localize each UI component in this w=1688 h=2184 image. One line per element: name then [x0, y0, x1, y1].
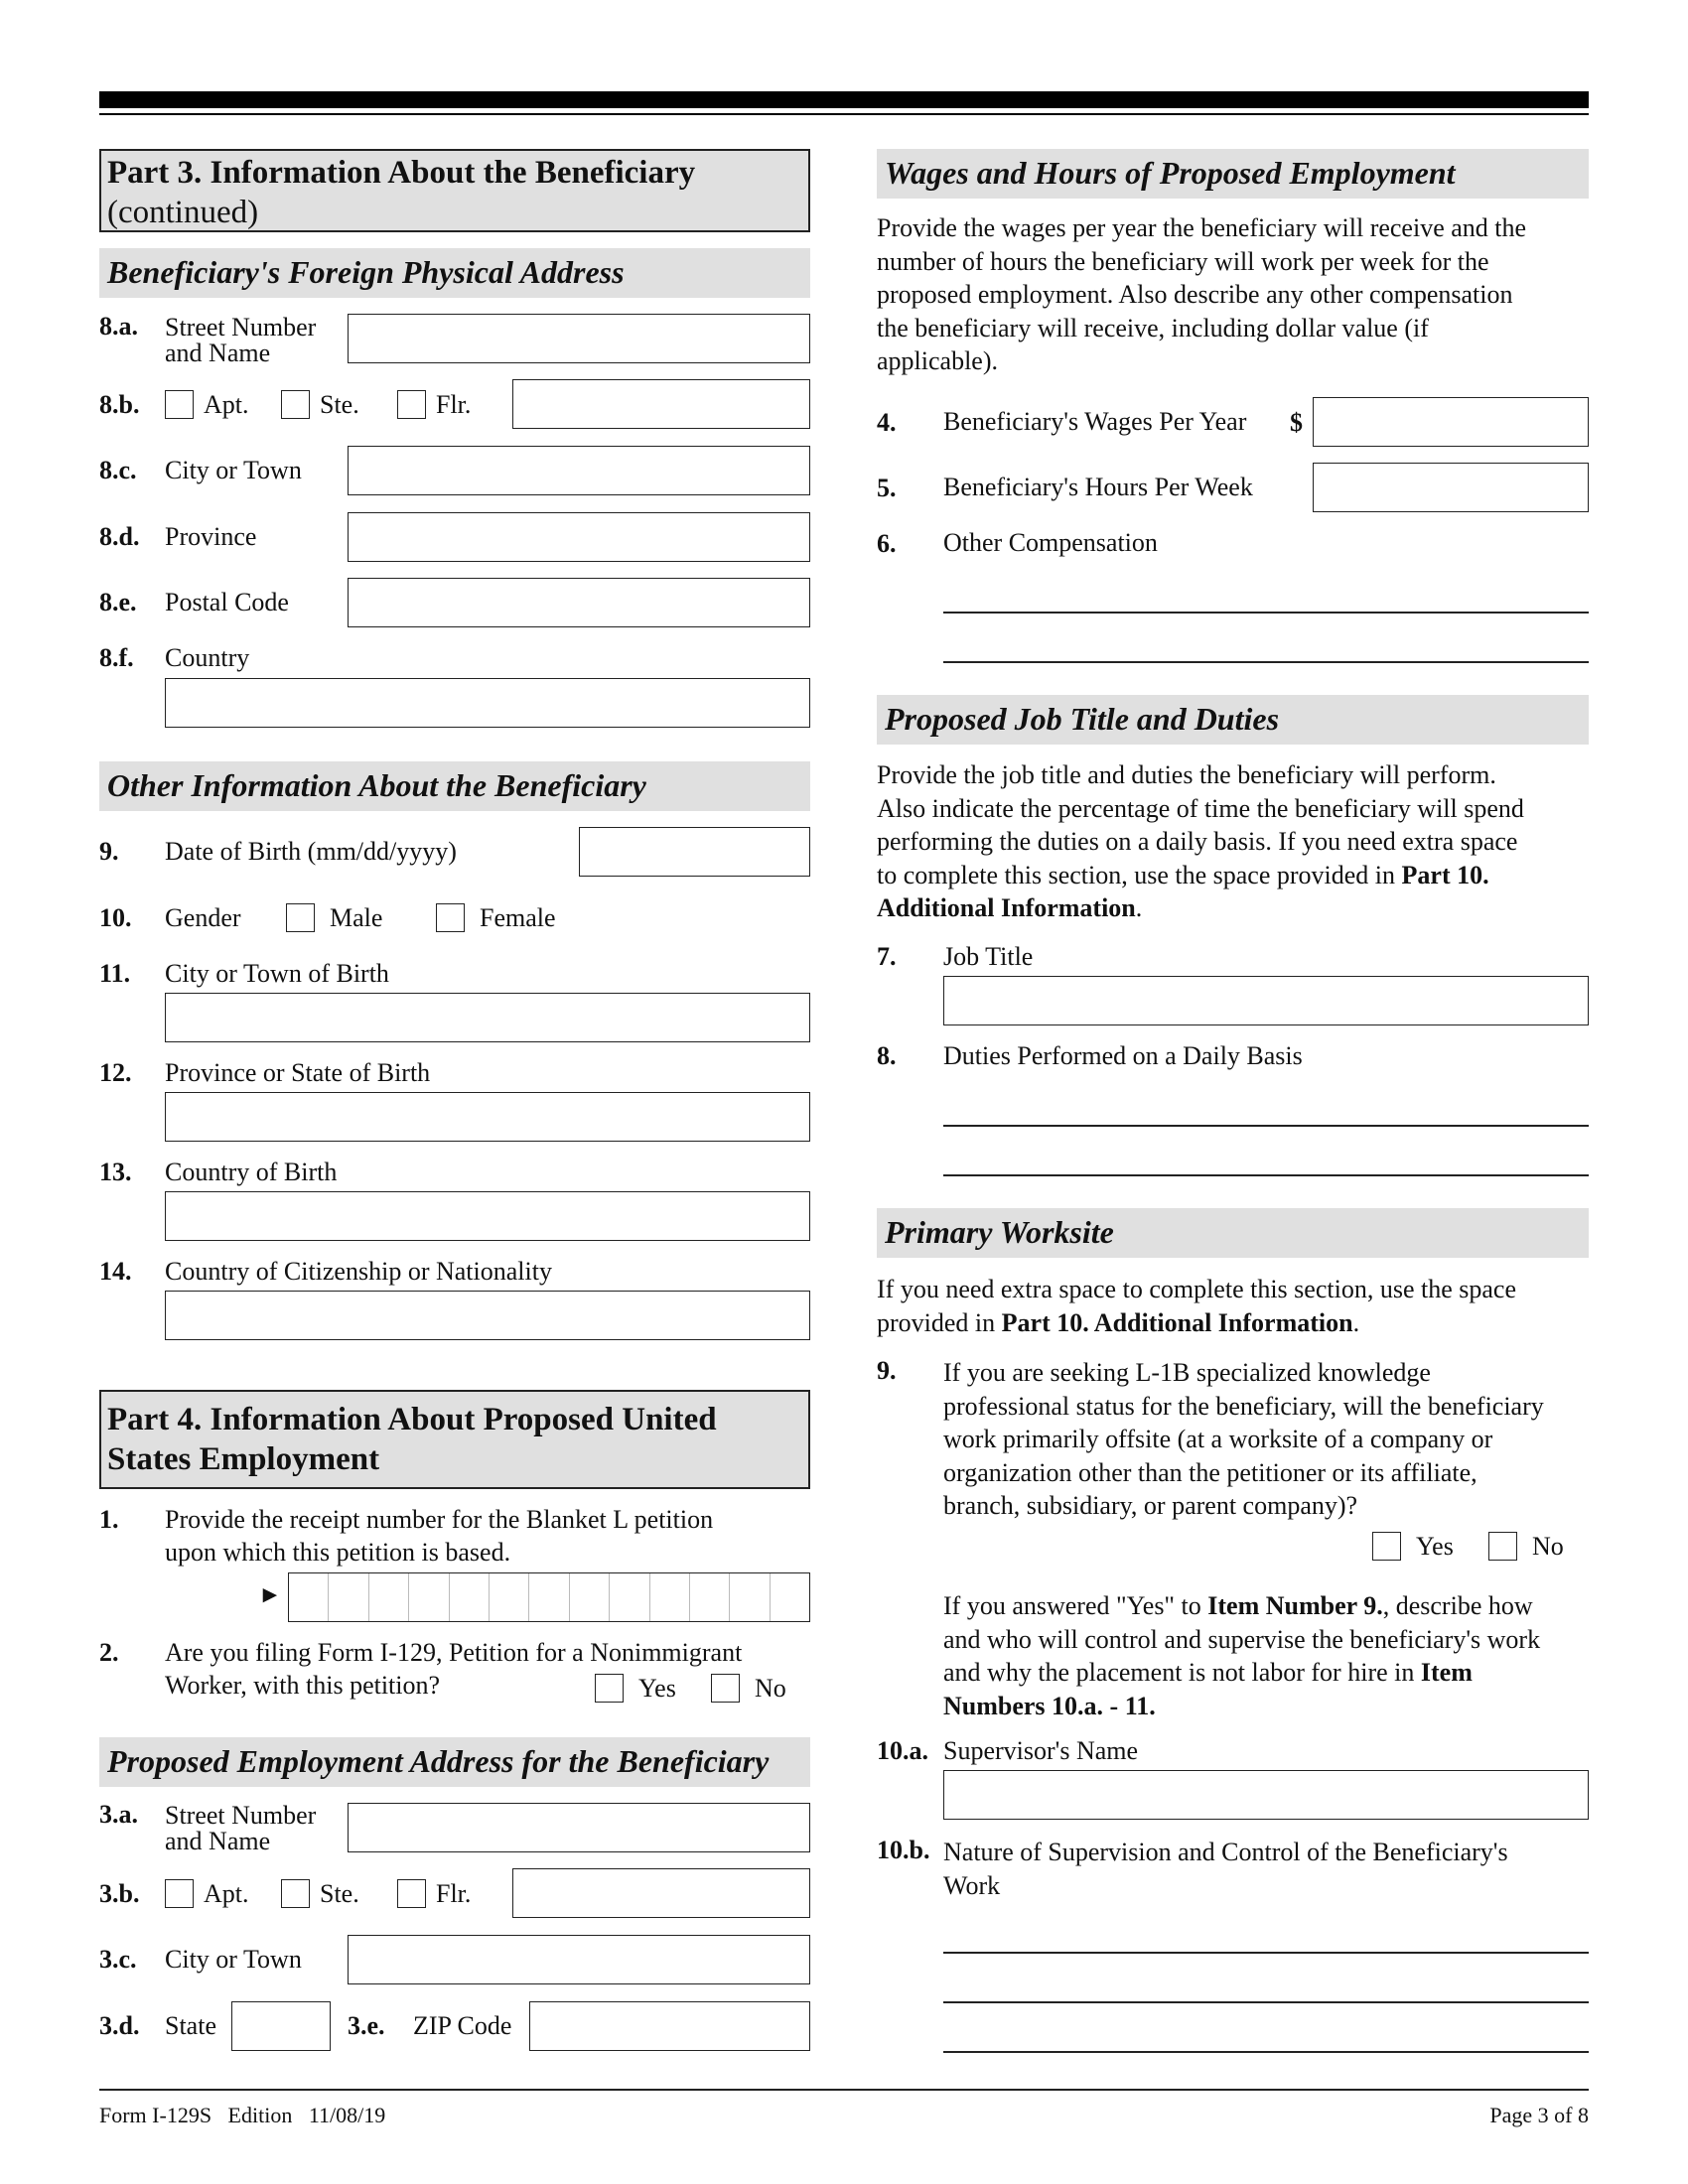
item-13-number: 13. — [99, 1158, 132, 1186]
filing-i129-no-checkbox[interactable] — [711, 1674, 740, 1703]
job-intro-line1: Provide the job title and duties the beneficiary will perform. — [877, 760, 1496, 789]
section-primary-worksite: Primary Worksite — [877, 1208, 1589, 1258]
item-3a-label-2: and Name — [165, 1827, 271, 1855]
supervisor-name-field[interactable] — [943, 1770, 1589, 1820]
unit-number-field[interactable] — [512, 379, 810, 429]
item-13-label: Country of Birth — [165, 1158, 338, 1186]
job-intro-line2: Also indicate the percentage of time the beneficiary will spend — [877, 793, 1524, 823]
item-10b-label — [943, 1836, 1589, 1902]
item-3a-label-1: Street Number — [165, 1801, 317, 1830]
item-9-line1: If you are seeking L-1B specialized knowledge — [943, 1358, 1431, 1387]
footer-page-number: Page 3 of 8 — [1489, 2103, 1589, 2127]
item-3a-number: 3.a. — [99, 1800, 138, 1829]
employment-unit-field[interactable] — [512, 1868, 810, 1918]
item-p4-1-line2: upon which this petition is based. — [165, 1538, 511, 1567]
worksite-intro — [877, 1273, 1589, 1339]
job-intro — [877, 758, 1589, 925]
wages-intro-line3: proposed employment. Also describe any other compensation — [877, 280, 1513, 309]
job-intro-additional-info: Additional Information — [877, 893, 1136, 922]
item-8c-label: City or Town — [165, 456, 302, 484]
employment-city-field[interactable] — [348, 1935, 810, 1984]
item-3c-label: City or Town — [165, 1945, 302, 1974]
item-p4-9-number: 9. — [877, 1356, 897, 1385]
wages-intro-line2: number of hours the beneficiary will work per week for the — [877, 246, 1489, 276]
ste-label: Ste. — [320, 390, 359, 419]
female-checkbox[interactable] — [436, 903, 465, 932]
item-10-number: 10. — [99, 903, 132, 932]
job-title-field[interactable] — [943, 976, 1589, 1025]
offsite-yes-label: Yes — [1416, 1532, 1454, 1561]
item-11-number: 11. — [99, 959, 131, 988]
country-field[interactable] — [165, 678, 810, 728]
employment-street-field[interactable] — [348, 1803, 810, 1852]
item-11-label: City or Town of Birth — [165, 959, 389, 988]
item-8d-label: Province — [165, 522, 257, 551]
job-intro-part10: Part 10. — [1401, 860, 1489, 889]
item-5-number: 5. — [877, 474, 897, 502]
followup-line3: and why the placement is not labor for hire in — [943, 1658, 1421, 1687]
item-6-label: Other Compensation — [943, 528, 1158, 557]
item-p4-2-line2: Worker, with this petition? — [165, 1671, 441, 1700]
filing-i129-yes-checkbox[interactable] — [595, 1674, 624, 1703]
wages-intro-line1: Provide the wages per year the beneficiary will receive and the — [877, 213, 1527, 242]
receipt-number-field[interactable] — [288, 1572, 810, 1622]
offsite-no-label: No — [1532, 1532, 1564, 1561]
province-field[interactable] — [348, 512, 810, 562]
followup-numbers: Numbers 10.a. - 11. — [943, 1691, 1156, 1720]
item-8f-number: 8.f. — [99, 643, 134, 672]
item-6-number: 6. — [877, 529, 897, 558]
job-intro-end: . — [1135, 893, 1143, 922]
item-10b-label-line1: Nature of Supervision and Control of the Beneficiary's — [943, 1838, 1508, 1866]
item-8d-number: 8.d. — [99, 522, 140, 551]
item-3e-label: ZIP Code — [413, 2011, 512, 2040]
dollar-sign: $ — [1290, 408, 1303, 437]
province-of-birth-field[interactable] — [165, 1092, 810, 1142]
part4-title-line1: Part 4. Information About Proposed United — [107, 1402, 717, 1437]
apt-checkbox[interactable] — [165, 390, 194, 419]
item-p4-1-number: 1. — [99, 1505, 119, 1534]
item-3b-number: 3.b. — [99, 1879, 140, 1908]
item-8e-label: Postal Code — [165, 588, 289, 616]
item-p4-2-number: 2. — [99, 1638, 119, 1667]
item-4-label: Beneficiary's Wages Per Year — [943, 407, 1247, 436]
item-p4-9-text — [943, 1356, 1589, 1523]
section-foreign-address: Beneficiary's Foreign Physical Address — [99, 248, 810, 298]
city-field[interactable] — [348, 446, 810, 495]
followup-line1-end: , describe how — [1382, 1591, 1533, 1620]
item-3c-number: 3.c. — [99, 1945, 137, 1974]
item-8-number: 8. — [877, 1041, 897, 1070]
item-8a-label-1: Street Number — [165, 313, 317, 341]
footer-form-edition: Form I-129S Edition 11/08/19 — [99, 2103, 386, 2127]
section-other-info: Other Information About the Beneficiary — [99, 761, 810, 811]
flr-checkbox[interactable] — [397, 390, 426, 419]
employment-flr-checkbox[interactable] — [397, 1879, 426, 1908]
duties-line-1[interactable] — [943, 1125, 1589, 1127]
section-employment-address: Proposed Employment Address for the Beneficiary — [99, 1737, 810, 1787]
wages-intro-line5: applicable). — [877, 346, 998, 375]
other-compensation-line-1[interactable] — [943, 612, 1589, 614]
part4-title-line2: States Employment — [107, 1441, 380, 1477]
worksite-followup — [943, 1589, 1589, 1722]
item-8c-number: 8.c. — [99, 456, 137, 484]
worksite-intro-part10: Part 10. Additional Information — [1001, 1307, 1353, 1337]
footer-rule — [99, 2089, 1589, 2091]
item-3d-label: State — [165, 2011, 216, 2040]
item-5-label: Beneficiary's Hours Per Week — [943, 473, 1253, 501]
item-8a-label-2: and Name — [165, 339, 271, 367]
male-checkbox[interactable] — [286, 903, 315, 932]
item-9-line4: organization other than the petitioner or its affiliate, — [943, 1457, 1477, 1487]
part3-continued: (continued) — [107, 195, 259, 230]
item-9-label: Date of Birth (mm/dd/yyyy) — [165, 837, 457, 866]
item-9-number: 9. — [99, 837, 119, 866]
date-of-birth-field[interactable] — [579, 827, 810, 877]
top-rule-thick — [99, 91, 1589, 108]
ste-checkbox[interactable] — [281, 390, 310, 419]
top-rule-thin — [99, 113, 1589, 115]
female-label: Female — [480, 903, 556, 932]
item-14-label: Country of Citizenship or Nationality — [165, 1257, 552, 1286]
worksite-intro-line2: provided in — [877, 1307, 1002, 1337]
item-p4-1-line1: Provide the receipt number for the Blanket L petition — [165, 1505, 714, 1534]
other-compensation-line-2[interactable] — [943, 661, 1589, 663]
item-8b-number: 8.b. — [99, 390, 140, 419]
employment-ste-checkbox[interactable] — [281, 1879, 310, 1908]
item-3d-number: 3.d. — [99, 2011, 140, 2040]
item-8f-label: Country — [165, 643, 250, 672]
citizenship-field[interactable] — [165, 1291, 810, 1340]
item-p4-2-line1: Are you filing Form I-129, Petition for a Nonimmigrant — [165, 1638, 743, 1667]
duties-line-2[interactable] — [943, 1174, 1589, 1176]
item-7-label: Job Title — [943, 942, 1034, 971]
employment-ste-label: Ste. — [320, 1879, 359, 1908]
item-10b-label-line2: Work — [943, 1870, 1001, 1900]
worksite-intro-end: . — [1352, 1307, 1360, 1337]
employment-flr-label: Flr. — [436, 1879, 472, 1908]
item-8-label: Duties Performed on a Daily Basis — [943, 1041, 1303, 1070]
item-10a-number: 10.a. — [877, 1736, 928, 1765]
employment-apt-label: Apt. — [204, 1879, 249, 1908]
followup-item: Item — [1420, 1658, 1473, 1687]
apt-label: Apt. — [204, 390, 249, 419]
section-job-title: Proposed Job Title and Duties — [877, 695, 1589, 745]
worksite-intro-line1: If you need extra space to complete this section, use the space — [877, 1275, 1516, 1303]
section-wages: Wages and Hours of Proposed Employment — [877, 149, 1589, 199]
zip-code-field[interactable] — [529, 2001, 810, 2051]
item-9-line3: work primarily offsite (at a worksite of a company or — [943, 1425, 1493, 1453]
wages-per-year-field[interactable] — [1313, 397, 1589, 447]
supervision-line-1[interactable] — [943, 1952, 1589, 1954]
item-10a-label: Supervisor's Name — [943, 1736, 1139, 1765]
job-intro-line3: performing the duties on a daily basis. If you need extra space — [877, 827, 1518, 856]
employment-apt-checkbox[interactable] — [165, 1879, 194, 1908]
supervision-line-2[interactable] — [943, 2001, 1589, 2003]
male-label: Male — [330, 903, 383, 932]
state-field[interactable] — [231, 2001, 331, 2051]
item-12-number: 12. — [99, 1058, 132, 1087]
offsite-no-checkbox[interactable] — [1488, 1532, 1517, 1561]
street-name-field[interactable] — [348, 314, 810, 363]
item-4-number: 4. — [877, 408, 897, 437]
supervision-line-3[interactable] — [943, 2051, 1589, 2053]
item-10-label: Gender — [165, 903, 241, 932]
part3-title: Part 3. Information About the Beneficiary — [107, 155, 696, 191]
item-3e-number: 3.e. — [348, 2011, 385, 2040]
part3-header — [99, 149, 810, 232]
item-8a-number: 8.a. — [99, 312, 138, 341]
city-of-birth-field[interactable] — [165, 993, 810, 1042]
item-9-line5: branch, subsidiary, or parent company)? — [943, 1491, 1358, 1520]
item-14-number: 14. — [99, 1257, 132, 1286]
country-of-birth-field[interactable] — [165, 1191, 810, 1241]
followup-line1: If you answered "Yes" to — [943, 1591, 1208, 1620]
part4-header — [99, 1390, 810, 1489]
item-12-label: Province or State of Birth — [165, 1058, 431, 1087]
offsite-yes-checkbox[interactable] — [1372, 1532, 1401, 1561]
hours-per-week-field[interactable] — [1313, 463, 1589, 512]
flr-label: Flr. — [436, 390, 472, 419]
followup-item9: Item Number 9. — [1207, 1591, 1383, 1620]
receipt-arrow-icon: ► — [258, 1582, 282, 1608]
filing-i129-no-label: No — [755, 1674, 786, 1703]
followup-line2: and who will control and supervise the beneficiary's work — [943, 1624, 1541, 1654]
item-9-line2: professional status for the beneficiary, will the beneficiary — [943, 1391, 1544, 1421]
item-8e-number: 8.e. — [99, 588, 137, 616]
postal-code-field[interactable] — [348, 578, 810, 627]
item-10b-number: 10.b. — [877, 1836, 930, 1864]
wages-intro — [877, 211, 1589, 378]
wages-intro-line4: the beneficiary will receive, including dollar value (if — [877, 313, 1429, 342]
item-7-number: 7. — [877, 942, 897, 971]
job-intro-line4: to complete this section, use the space provided in — [877, 860, 1402, 889]
filing-i129-yes-label: Yes — [638, 1674, 676, 1703]
